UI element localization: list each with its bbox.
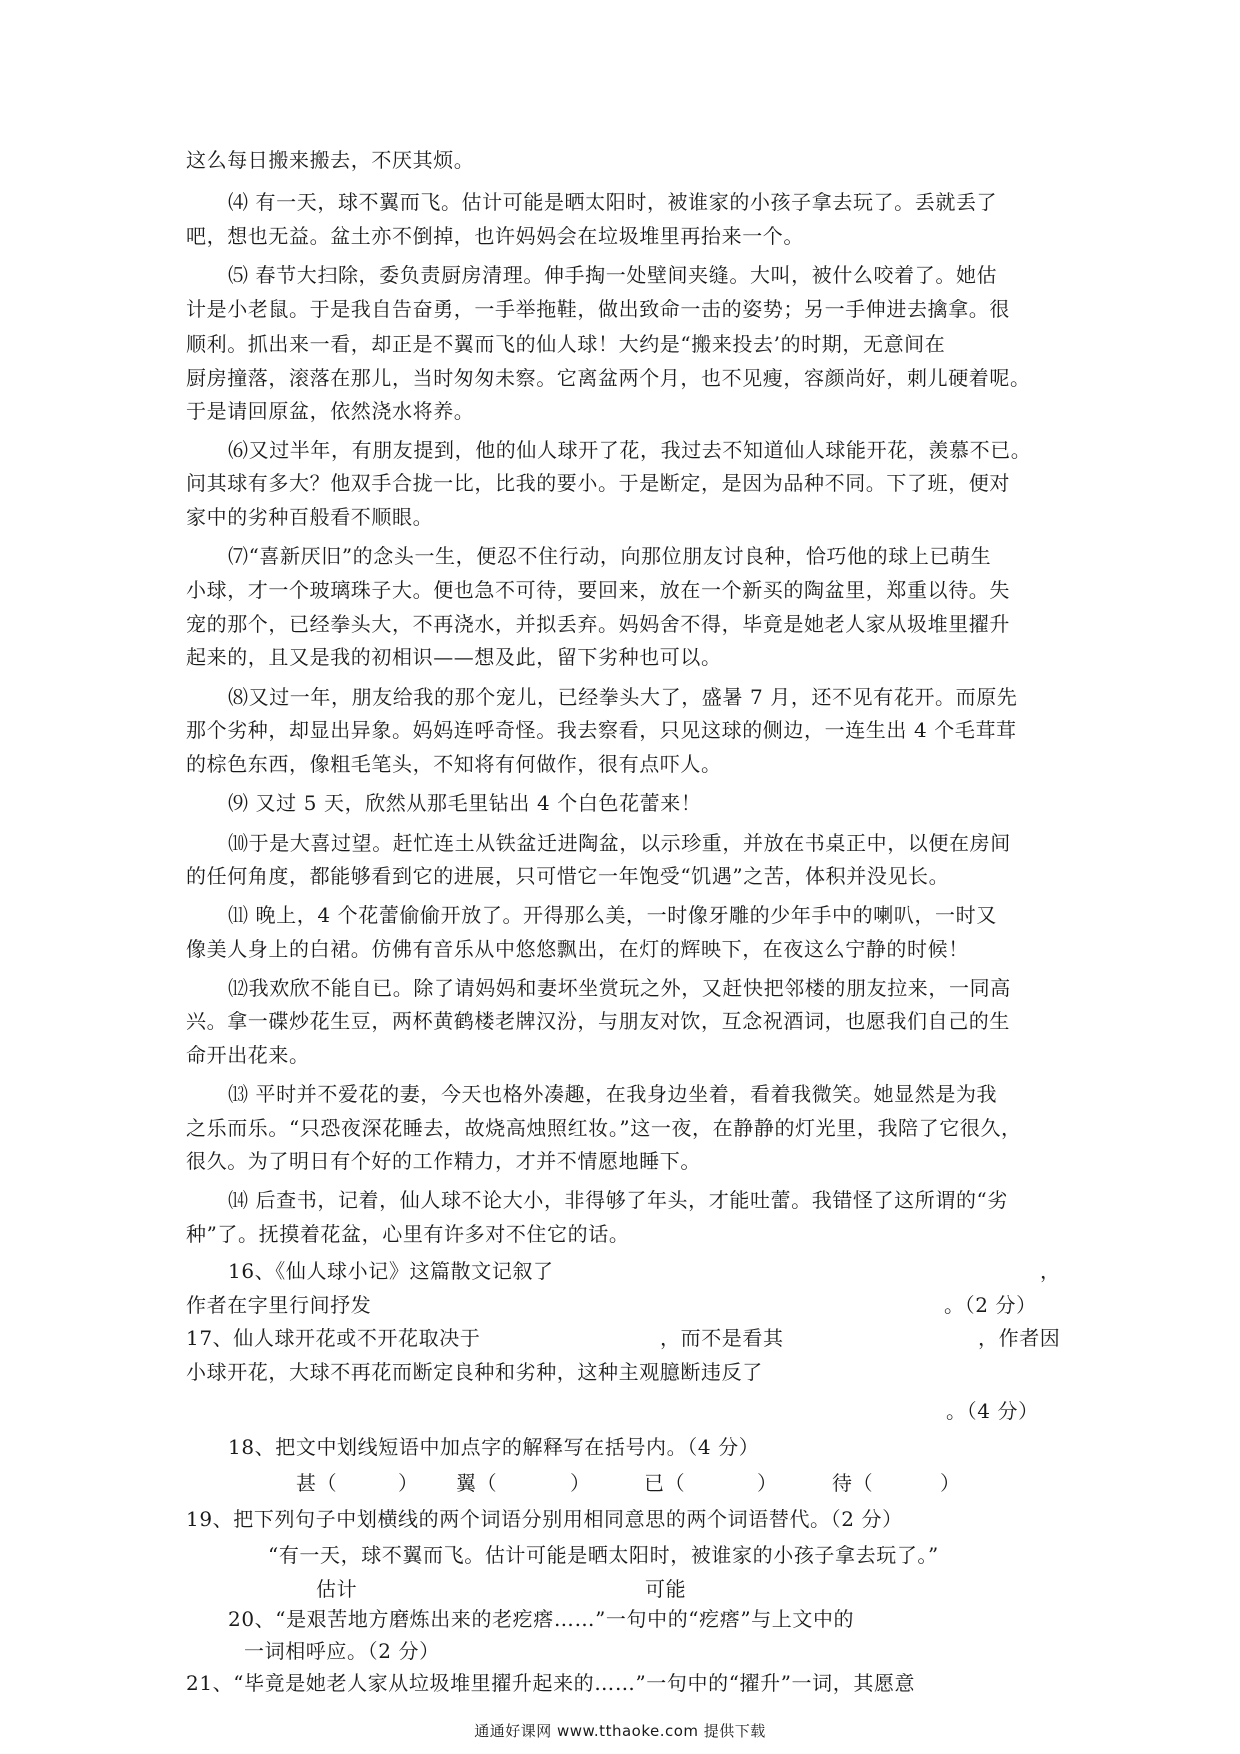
text-line: 起来的，且又是我的初相识——想及此，留下劣种也可以。 (186, 645, 722, 669)
text-line: 的棕色东西，像粗毛笔头，不知将有何做作，很有点吓人。 (186, 752, 722, 776)
question-16-score: 。（2 分） (944, 1293, 1037, 1317)
text-line: 命开出花来。 (186, 1043, 310, 1067)
question-18: 18、把文中划线短语中加点字的解释写在括号内。（4 分） (228, 1435, 760, 1459)
question-17-part2: ，而不是看其 (660, 1326, 784, 1350)
answer-slot-close: ） (757, 1471, 778, 1495)
question-19: 19、把下列句子中划横线的两个词语分别用相同意思的两个词语替代。（2 分） (186, 1507, 903, 1531)
text-line: ⑼ 又过 5 天，欣然从那毛里钻出 4 个白色花蕾来！ (228, 791, 702, 815)
answer-slot-yi: 翼（ (456, 1471, 498, 1495)
text-line: 那个劣种，却显出异象。妈妈连呼奇怪。我去察看，只见这球的侧边，一连生出 4 个毛茸茸 (186, 718, 1017, 742)
text-line: ⑿我欢欣不能自已。除了请妈妈和妻坏坐赏玩之外，又赶快把邻楼的朋友拉来，一同高 (228, 976, 1011, 1000)
question-19-quote: “有一天，球不翼而飞。估计可能是晒太阳时，被谁家的小孩子拿去玩了。” (268, 1543, 939, 1567)
text-line: 厨房撞落，滚落在那儿，当时匆匆未察。它离盆两个月，也不见瘦，容颜尚好，刺儿硬着呢。 (186, 366, 1031, 390)
question-16-line2: 作者在字里行间抒发 (186, 1293, 372, 1317)
answer-slot-yi2: 已（ (644, 1471, 686, 1495)
text-line: 问其球有多大？他双手合拢一比，比我的要小。于是断定，是因为品种不同。下了班，便对 (186, 471, 1010, 495)
answer-slot-dai: 待（ (832, 1471, 874, 1495)
text-line: 很久。为了明日有个好的工作精力，才并不情愿地睡下。 (186, 1149, 701, 1173)
text-line: ⑽于是大喜过望。赶忙连土从铁盆迁进陶盆，以示珍重，并放在书桌正中，以便在房间 (228, 831, 1011, 855)
text-line: 兴。拿一碟炒花生豆，两杯黄鹤楼老牌汉汾，与朋友对饮，互念祝酒词，也愿我们自己的生 (186, 1009, 1010, 1033)
question-16: 16、《仙人球小记》这篇散文记叙了 (228, 1259, 554, 1283)
text-line: 像美人身上的白裙。仿佛有音乐从中悠悠飘出，在灯的辉映下，在夜这么宁静的时候！ (186, 937, 969, 961)
question-17-part3: ，作者因 (978, 1326, 1061, 1350)
question-16-blank-end: ， (1040, 1259, 1061, 1283)
text-line: 顺利。抓出来一看，却正是不翼而飞的仙人球！大约是“搬来投去’的时期，无意间在 (186, 332, 946, 356)
text-line: 吧，想也无益。盆土亦不倒掉，也许妈妈会在垃圾堆里再抬来一个。 (186, 224, 804, 248)
text-line: 宠的那个，已经拳头大，不再浇水，并拟丢弃。妈妈舍不得，毕竟是她老人家从圾堆里擢升 (186, 612, 1010, 636)
text-line: 计是小老鼠。于是我自告奋勇，一手举拖鞋，做出致命一击的姿势；另一手伸进去擒拿。很 (186, 297, 1010, 321)
text-line: ⑺“喜新厌旧”的念头一生，便忍不住行动，向那位朋友讨良种，恰巧他的球上已萌生 (228, 544, 992, 568)
text-line: 这么每日搬来搬去，不厌其烦。 (186, 148, 475, 172)
answer-slot-close: ） (398, 1471, 419, 1495)
text-line: ⑹又过半年，有朋友提到，他的仙人球开了花，我过去不知道仙人球能开花，羡慕不已。 (228, 438, 1032, 462)
footer-download-note: 通通好课网 www.tthaoke.com 提供下载 (474, 1722, 766, 1740)
text-line: ⑻又过一年，朋友给我的那个宠儿，已经拳头大了，盛暑 7 月，还不见有花开。而原先 (228, 685, 1018, 709)
question-21: 21、“毕竟是她老人家从垃圾堆里擢升起来的……”一句中的“擢升”一词，其愿意 (186, 1671, 916, 1695)
text-line: ⑸ 春节大扫除，委负责厨房清理。伸手掏一处壁间夹缝。大叫，被什么咬着了。她估 (228, 263, 998, 287)
question-17-score: 。（4 分） (946, 1399, 1039, 1423)
text-line: 小球，才一个玻璃珠子大。便也急不可待，要回来，放在一个新买的陶盆里，郑重以待。失 (186, 578, 1010, 602)
answer-slot-shen: 甚（ (296, 1471, 338, 1495)
text-line: ⑷ 有一天，球不翼而飞。估计可能是晒太阳时，被谁家的小孩子拿去玩了。丢就丢了 (228, 190, 998, 214)
question-19-word1: 估计 (316, 1577, 358, 1601)
text-line: 家中的劣种百般看不顺眼。 (186, 505, 434, 529)
text-line: 种”了。抚摸着花盆，心里有许多对不住它的话。 (186, 1222, 630, 1246)
text-line: 之乐而乐。“只恐夜深花睡去，故烧高烛照红妆。”这一夜，在静静的灯光里，我陪了它很久， (186, 1116, 1022, 1140)
text-line: 于是请回原盆，依然浇水将养。 (186, 399, 475, 423)
question-20: 20、“是艰苦地方磨炼出来的老疙瘩……”一句中的“疙瘩”与上文中的 (228, 1607, 855, 1631)
question-19-word2: 可能 (645, 1577, 687, 1601)
answer-slot-close: ） (940, 1471, 961, 1495)
text-line: ⑾ 晚上，4 个花蕾偷偷开放了。开得那么美，一时像牙雕的少年手中的喇叭，一时又 (228, 903, 997, 927)
text-line: 的任何角度，都能够看到它的进展，只可惜它一年饱受“饥遇”之苦，体积并没见长。 (186, 864, 950, 888)
question-17: 17、仙人球开花或不开花取决于 (186, 1326, 481, 1350)
answer-slot-close: ） (570, 1471, 591, 1495)
text-line: ⒁ 后查书，记着，仙人球不论大小，非得够了年头，才能吐蕾。我错怪了这所谓的“劣 (228, 1188, 1008, 1212)
text-line: ⒀ 平时并不爱花的妻，今天也格外凑趣，在我身边坐着，看着我微笑。她显然是为我 (228, 1082, 998, 1106)
question-20-line2: 一词相呼应。（2 分） (244, 1639, 440, 1663)
question-17-line2: 小球开花，大球不再花而断定良种和劣种，这种主观臆断违反了 (186, 1360, 763, 1384)
